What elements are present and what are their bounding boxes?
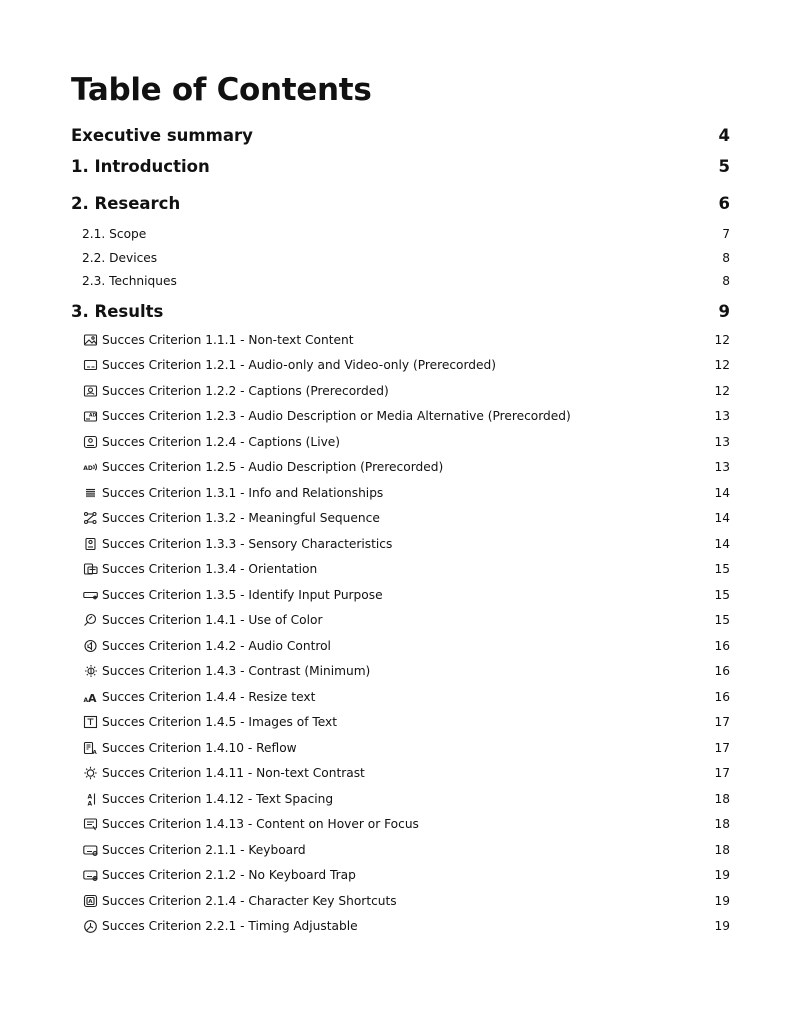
toc-criterion-entry[interactable] (71, 914, 730, 940)
toc-criterion-entry[interactable] (71, 582, 730, 608)
toc-criterion-entry[interactable] (71, 684, 730, 710)
toc-entry-research[interactable] (71, 185, 730, 222)
toc-page-number: 12 (714, 383, 730, 398)
toc-entry-results[interactable] (71, 295, 730, 327)
toc-criterion-label: Succes Criterion 1.2.1 - Audio-only and Video-only (Prerecorded) (102, 358, 497, 373)
toc-criterion-left (82, 639, 331, 653)
reflow-icon (82, 741, 98, 755)
svg-text:AD: AD (82, 465, 93, 473)
svg-text:A: A (92, 749, 97, 755)
toc-criterion-left (82, 817, 419, 831)
toc-page-number: 8 (722, 274, 730, 289)
toc-criterion-left (82, 715, 337, 729)
toc-criterion-label: Succes Criterion 1.2.4 - Captions (Live) (102, 434, 341, 449)
keyboard-trap-icon (82, 868, 98, 882)
toc-entry-executive-summary[interactable] (71, 122, 730, 148)
orientation-icon (82, 562, 98, 576)
audio-control-icon (82, 639, 98, 653)
toc-criterion-left (82, 919, 358, 933)
toc-criterion-entry[interactable] (71, 812, 730, 838)
toc-criterion-left (82, 409, 571, 423)
toc-criterion-left (82, 868, 356, 882)
toc-page-number: 15 (714, 562, 730, 577)
audio-description-icon (82, 460, 98, 474)
toc-criterion-entry[interactable] (71, 353, 730, 379)
toc-entry-label: 2. Research (71, 194, 181, 213)
toc-subentry-label: 2.1. Scope (82, 226, 147, 241)
toc-criterion-left (82, 358, 496, 372)
text-spacing-icon (82, 792, 98, 806)
toc-criterion-entry[interactable] (71, 531, 730, 557)
toc-subentry-scope[interactable] (71, 222, 730, 246)
sensory-icon (82, 537, 98, 551)
toc-criterion-entry[interactable] (71, 735, 730, 761)
toc-criterion-label: Succes Criterion 2.1.4 - Character Key Shortcuts (102, 893, 397, 908)
toc-criterion-label: Succes Criterion 1.4.3 - Contrast (Minimum) (102, 664, 371, 679)
toc-page-number: 12 (714, 332, 730, 347)
toc-criterion-left (82, 792, 333, 806)
toc-criterion-label: Succes Criterion 1.1.1 - Non-text Content (102, 332, 354, 347)
svg-text:A: A (87, 793, 92, 801)
toc-page-number: 15 (714, 613, 730, 628)
toc-criterion-label: Succes Criterion 1.4.2 - Audio Control (102, 638, 331, 653)
toc-criterion-label: Succes Criterion 1.4.10 - Reflow (102, 740, 297, 755)
toc-criterion-entry[interactable] (71, 608, 730, 634)
toc-criterion-label: Succes Criterion 1.3.4 - Orientation (102, 562, 318, 577)
sequence-icon (82, 511, 98, 525)
toc-page-number: 8 (722, 250, 730, 265)
toc-criterion-left (82, 435, 340, 449)
toc-page-number: 16 (714, 689, 730, 704)
toc-entry-introduction[interactable] (71, 148, 730, 185)
toc-page-number: 18 (714, 842, 730, 857)
toc-page-number: 4 (718, 125, 730, 145)
toc-page-number: 16 (714, 664, 730, 679)
captions-icon (82, 384, 98, 398)
timer-icon (82, 919, 98, 933)
toc-criterion-entry[interactable] (71, 506, 730, 532)
toc-criterion-left (82, 384, 389, 398)
toc-criterion-label: Succes Criterion 1.2.2 - Captions (Prerecorded) (102, 383, 389, 398)
toc-page-number: 5 (718, 157, 730, 176)
toc-page (71, 70, 730, 939)
caption-box-icon (82, 358, 98, 372)
toc-criterion-left (82, 511, 380, 525)
toc-entry-label: 1. Introduction (71, 157, 210, 176)
character-key-icon (82, 894, 98, 908)
page-title: Table of Contents (71, 72, 372, 108)
toc-criterion-label: Succes Criterion 1.2.3 - Audio Description or Media Alternative (Prerecorded) (102, 409, 571, 424)
svg-text:A: A (87, 899, 92, 906)
svg-text:A: A (83, 696, 88, 704)
toc-criterion-left (82, 460, 443, 474)
toc-page-number: 14 (714, 511, 730, 526)
text-image-icon (82, 715, 98, 729)
toc-criterion-entry[interactable] (71, 633, 730, 659)
keyboard-icon (82, 843, 98, 857)
toc-criterion-entry[interactable] (71, 659, 730, 685)
resize-text-icon (82, 690, 98, 704)
toc-criterion-label: Succes Criterion 1.4.1 - Use of Color (102, 613, 323, 628)
toc-page-number: 19 (714, 919, 730, 934)
toc-criterion-left (82, 486, 383, 500)
toc-criterion-entry[interactable] (71, 837, 730, 863)
toc-page-number: 17 (714, 740, 730, 755)
color-picker-icon (82, 613, 98, 627)
toc-page-number: 19 (714, 868, 730, 883)
toc-entry-label: Executive summary (71, 125, 253, 145)
toc-subentry-label: 2.2. Devices (82, 250, 158, 265)
toc-criterion-left (82, 843, 306, 857)
toc-criterion-label: Succes Criterion 2.2.1 - Timing Adjustable (102, 919, 358, 934)
toc-entry-label: 3. Results (71, 301, 164, 321)
contrast-icon (82, 664, 98, 678)
toc-page-number: 13 (714, 409, 730, 424)
toc-criterion-entry[interactable] (71, 480, 730, 506)
toc-criterion-label: Succes Criterion 1.3.2 - Meaningful Sequence (102, 511, 380, 526)
toc-subentry-devices[interactable] (71, 246, 730, 270)
toc-page-number: 17 (714, 766, 730, 781)
results-criteria-list (71, 327, 730, 939)
toc-criterion-entry[interactable] (71, 404, 730, 430)
svg-text:A: A (87, 800, 92, 806)
toc-criterion-entry[interactable] (71, 327, 730, 353)
input-purpose-icon (82, 588, 98, 602)
toc-criterion-left (82, 588, 383, 602)
toc-criterion-left (82, 894, 397, 908)
toc-criterion-entry[interactable] (71, 761, 730, 787)
svg-text:A: A (87, 691, 97, 704)
toc-criterion-entry[interactable] (71, 429, 730, 455)
live-captions-icon (82, 435, 98, 449)
toc-criterion-left (82, 766, 365, 780)
toc-page-number: 18 (714, 791, 730, 806)
toc-page-number: 15 (714, 587, 730, 602)
toc-criterion-left (82, 537, 392, 551)
toc-criterion-left (82, 613, 322, 627)
toc-criterion-entry[interactable] (71, 863, 730, 889)
hover-icon (82, 817, 98, 831)
toc-criterion-left (82, 562, 317, 576)
svg-text:AD: AD (88, 413, 96, 419)
toc-page-number: 13 (714, 460, 730, 475)
toc-subentry-label: 2.3. Techniques (82, 274, 177, 289)
toc-criterion-entry[interactable] (71, 378, 730, 404)
toc-criterion-entry[interactable] (71, 557, 730, 583)
audio-description-screen-icon (82, 409, 98, 423)
toc-criterion-label: Succes Criterion 1.3.5 - Identify Input Purpose (102, 587, 383, 602)
toc-criterion-label: Succes Criterion 1.4.12 - Text Spacing (102, 791, 334, 806)
toc-page-number: 14 (714, 536, 730, 551)
toc-criterion-label: Succes Criterion 1.4.13 - Content on Hover or Focus (102, 817, 419, 832)
toc-page-number: 14 (714, 485, 730, 500)
image-icon (82, 333, 98, 347)
toc-criterion-left (82, 741, 297, 755)
toc-entries (71, 122, 730, 939)
non-text-contrast-icon (82, 766, 98, 780)
toc-criterion-label: Succes Criterion 1.4.4 - Resize text (102, 689, 316, 704)
toc-criterion-entry[interactable] (71, 786, 730, 812)
toc-criterion-entry[interactable] (71, 710, 730, 736)
toc-criterion-label: Succes Criterion 1.2.5 - Audio Description (Prerecorded) (102, 460, 444, 475)
toc-criterion-left (82, 333, 353, 347)
toc-page-number: 6 (718, 194, 730, 213)
toc-page-number: 18 (714, 817, 730, 832)
toc-criterion-label: Succes Criterion 2.1.1 - Keyboard (102, 842, 306, 857)
toc-subentry-techniques[interactable] (71, 269, 730, 293)
toc-page-number: 13 (714, 434, 730, 449)
toc-page-number: 7 (722, 226, 730, 241)
toc-criterion-left (82, 690, 315, 704)
toc-criterion-label: Succes Criterion 1.4.11 - Non-text Contrast (102, 766, 365, 781)
toc-page-number: 19 (714, 893, 730, 908)
toc-page-number: 12 (714, 358, 730, 373)
list-icon (82, 486, 98, 500)
toc-criterion-left (82, 664, 370, 678)
toc-criterion-entry[interactable] (71, 888, 730, 914)
toc-criterion-label: Succes Criterion 1.4.5 - Images of Text (102, 715, 338, 730)
toc-criterion-label: Succes Criterion 1.3.1 - Info and Relationships (102, 485, 384, 500)
toc-page-number: 9 (718, 301, 730, 321)
toc-page-number: 17 (714, 715, 730, 730)
toc-page-number: 16 (714, 638, 730, 653)
toc-criterion-label: Succes Criterion 2.1.2 - No Keyboard Trap (102, 868, 356, 883)
toc-criterion-label: Succes Criterion 1.3.3 - Sensory Characteristics (102, 536, 393, 551)
toc-criterion-entry[interactable] (71, 455, 730, 481)
